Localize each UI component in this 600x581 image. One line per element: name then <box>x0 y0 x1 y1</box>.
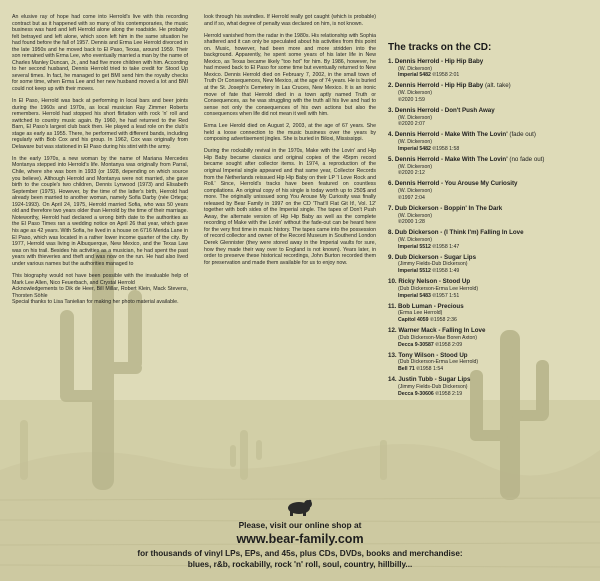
track-release-info: Imperial 5512 ℗1958 1:47 <box>398 243 460 250</box>
track-credit: (W. Dickerson) <box>398 90 433 97</box>
footer-products-line: for thousands of vinyl LPs, EPs, and 45s, plus CDs, DVDs, books and merchandise: <box>137 549 463 558</box>
track-release-info: Decca 9-30587 ℗1958 2:09 <box>398 341 463 348</box>
track-title: 13. Tony Wilson - Stood Up <box>388 351 468 359</box>
track-credit: (W. Dickerson) <box>398 163 433 170</box>
footer-shop-line: Please, visit our online shop at <box>238 520 362 530</box>
track-credit: (W. Dickerson) <box>398 65 433 72</box>
biography-paragraph: An elusive ray of hope had come into Herrold's live with this recording contract but as it happened with so many of his contemporaries, the music business was hard and left Herrold alone along the roadside. He probably felt betrayed and left alone, which soon left him in the same situation he had found before the fall of 1957. Dennis and Erma Lee Herrold divorced in the late 1950s and he moved back to El Paso, Texas, around 1959. Their son remained with Erma Lee, who eventually married a man by the name of Charles Manley Duncan, Jr., and had five more children with him. According to her second husband, Dennis Herrold tried to take credit for Stood Up several times. In fact, he managed to get BMI send him the royalty checks for some time, when Erma Lee and her new husband moved a lot and BMI could not keep up with their moves. <box>12 14 188 93</box>
footer-genres-line: blues, r&b, rockabilly, rock 'n' roll, soul, country, hillbilly... <box>187 560 413 569</box>
track-title: 9. Dub Dickerson - Sugar Lips <box>388 253 477 261</box>
track-item <box>388 327 593 348</box>
track-release-info: ℗2020 1:59 <box>398 96 425 103</box>
bear-logo-icon <box>285 498 313 516</box>
track-release-info: ℗2020 2:12 <box>398 170 425 177</box>
footer-url-link[interactable]: www.bear-family.com <box>236 532 364 546</box>
track-item <box>388 131 593 152</box>
track-release-info: Imperial 5482 ℗1958 2:01 <box>398 72 460 79</box>
track-credit: (Jimmy Fields-Dub Dickerson) <box>398 383 468 390</box>
track-title: 10. Ricky Nelson - Stood Up <box>388 278 471 286</box>
track-release-info: Imperial 5482 ℗1958 1:58 <box>398 145 460 152</box>
track-item <box>388 58 593 79</box>
track-item <box>388 303 593 324</box>
track-title: 3. Dennis Herrold - Don't Push Away <box>388 106 495 114</box>
track-credit: (Erma Lee Herrold) <box>398 310 443 317</box>
track-item <box>388 180 593 201</box>
track-release-info: Bell 71 ℗1958 1:54 <box>398 366 444 373</box>
track-release-info: Imperial 5512 ℗1958 1:49 <box>398 268 460 275</box>
track-release-info: Imperial 5483 ℗1957 1:51 <box>398 292 460 299</box>
biography-paragraph: Erma Lee Herold died on August 2, 2003, at the age of 67 years. She held a loose connection to the music business over the years by composing advertisement jingles. She is buried in Biloxi, Mississippi. <box>204 123 376 143</box>
track-credit: (W. Dickerson) <box>398 236 433 243</box>
track-title: 12. Warner Mack - Falling In Love <box>388 327 486 335</box>
track-credit: (W. Dickerson) <box>398 188 433 195</box>
track-list <box>388 42 593 401</box>
track-item <box>388 352 593 373</box>
track-credit: (W. Dickerson) <box>398 114 433 121</box>
biography-paragraph: look through his swindles. If Herrold really got caught (which is probable) and if so, what degree of penalty was declared on him, is not known. <box>204 14 376 27</box>
biography-paragraph: In the early 1970s, a new woman by the name of Mariana Mercedes Montanya stepped into Herrold's life. Montanya was originally from Parral, Chile, where she was born in 1933 (or 1928, depending on which source you believe). Although Herrold and Montanya were not married, she gave birth to the couple's two children, Dennis Lynwood (1973) and Elisabeth September (1975). However, by the time of the latter's birth, Herrold had already been married to another woman, namely Sofia Darby (née Ortega; 1924-1993). On April 24, 1975, Herrold married Sofia, who was 50 years old and therefore two years older than Herrold by the time of their marriage. Noteworthy, Herrold had declared a wrong birth date to the authorities as the El Paso Times ran a wedding notice on April 26 that year, which gave his age as 42 years. With Sofia, he lived in a house on 6716 Merida Lane in El Paso, which was located in a rather lower income quarter of the city. By 1977, Herrold was living in Albuquerque, New Mexico, and the Texas Law was on his trail. Besides his activities as a musician, he had spent the past years with thieveries and theft and was now on the run. He had also lived under various names but the authorities managed to <box>12 155 188 267</box>
credits-line: Special thanks to Lisa Tanielian for making her photo material available. <box>12 299 179 306</box>
track-release-info: ℗2000 1:28 <box>398 219 425 226</box>
track-item <box>388 156 593 177</box>
track-item <box>388 229 593 250</box>
track-release-info: Capitol 4059 ℗1958 2:36 <box>398 317 457 324</box>
track-credit: (Jimmy Fields-Dub Dickerson) <box>398 261 468 268</box>
track-title: 14. Justin Tubb - Sugar Lips <box>388 376 471 384</box>
track-title: 5. Dennis Herrold - Make With The Lovin' (no fade out) <box>388 155 545 163</box>
track-item <box>388 376 593 397</box>
biography-paragraph: In El Paso, Herrold was back at performing in local bars and beer joints during the 1960s and 1970s, as local musician Ray Zimmer Roberts remembers. Herrold had stopped his short flirtation with rock 'n' roll and switched to country music again. By 1960, he had returned to the Red Barn, El Paso's largest club back then. He played a lead role on the club's stage as early as 1955. There, he performed with different bands, including regularly with Bob Cox and his group. In 1962, Cox was originally from Delaware but was stationed in El Paso during his stint with the army. <box>12 98 188 150</box>
track-title: 8. Dub Dickerson - (I Think I'm) Falling In Love <box>388 229 524 237</box>
track-item <box>388 82 593 103</box>
track-title: 4. Dennis Herrold - Make With The Lovin' (fade out) <box>388 131 536 139</box>
biography-paragraph: Herrold vanished from the radar in the 1980s. His relationship with Sophia shattered and it can only be speculated about his activities from this point on. Music, however, had been more and more stridden into the background. Apparently, he spent some years of his later life in New Mexico, as Texas became likely "too hot" for him. By 1986, however, he had moved back to El Paso for some time but eventually returned to New Mexico. Dennis Herrold died on February 7, 2002, in the small town of Truth Or Consequences, New Mexico, at the age of 74 years. He is buried at the St. Joseph's Cemetery in Las Cruces, New Mexico. It is an ironic move of fate that Herrold died in a town aptly named Truth or Consequences, as he was struggling with the truth all his live and had to sense not only the consequences of his own actions but also the consequences when life did not mean it well with him. <box>204 32 376 118</box>
credits-line: Acknowledgements to Dik de Heer, Bill Millar, Robert Klein, Mack Stevens, Thorsten Söhle <box>12 286 188 299</box>
track-title: 2. Dennis Herrold - Hip Hip Baby (alt. take) <box>388 82 511 90</box>
track-credit: (Dub Dickerson-Erma Lee Herrold) <box>398 359 479 366</box>
track-title: 11. Bob Luman - Precious <box>388 302 464 310</box>
biography-column-1 <box>12 14 188 306</box>
track-credit: (W. Dickerson) <box>398 212 433 219</box>
track-item <box>388 107 593 128</box>
biography-column-2 <box>204 14 376 272</box>
credits-block <box>12 273 188 306</box>
track-list-heading: The tracks on the CD: <box>388 42 492 53</box>
track-title: 1. Dennis Herrold - Hip Hip Baby <box>388 58 484 65</box>
biography-paragraph: During the rockabilly revival in the 1970s, Make with the Lovin' and Hip Hip Baby became classics and original copies of the 45rpm record became sought after collector items. In 1974, a reproduction of the original Imperial single appeared and that same year, Collector Records from the Netherlands reissued Hip Hip Baby on their LP 'I Love Rock and Roll.' Since, Herrold's tracks have been featured on countless compilations. An original copy of his single is today worth up to 250$ and more. The originally unissued song You Arouse My Curiosity was finally released by Bear Family in 1997 on the CD 'That'll Flat Git It!, Vol. 12' together with both sides of the Imperial single. The tapes of Don't Push Away, the alternate version of Hip Hip Baby as well as the complete recording of Make with the Lovin' without the fade-out can be heard here for the very first time in music history. The tapes came into the possession of record collector and owner of the Record Museum in Southend London Derek Glennister (they were stored away in the Imperial vaults for sure, how they made their way over to England is not known). Years later, in order to preserve these historical recordings, John Burton recorded them for preservation and made them available for us to enjoy now. <box>204 148 376 266</box>
track-title: 7. Dub Dickerson - Boppin' In The Dark <box>388 204 503 212</box>
track-credit: (Dub Dickerson-Mae Boren Axton) <box>398 334 477 341</box>
track-credit: (W. Dickerson) <box>398 139 433 146</box>
track-item <box>388 205 593 226</box>
credits-line: This biography would not have been possible with the invaluable help of Mark Lee Allen, Nico Feuerbach, and Crystal Herrold <box>12 273 188 286</box>
track-release-info: ℗1997 2:04 <box>398 194 425 201</box>
track-item <box>388 254 593 275</box>
track-credit: (Dub Dickerson-Erma Lee Herrold) <box>398 285 479 292</box>
track-release-info: ℗2020 2:07 <box>398 121 425 128</box>
track-release-info: Decca 9-30606 ℗1958 2:19 <box>398 390 463 397</box>
track-title: 6. Dennis Herrold - You Arouse My Curiosity <box>388 180 518 188</box>
track-item <box>388 278 593 299</box>
